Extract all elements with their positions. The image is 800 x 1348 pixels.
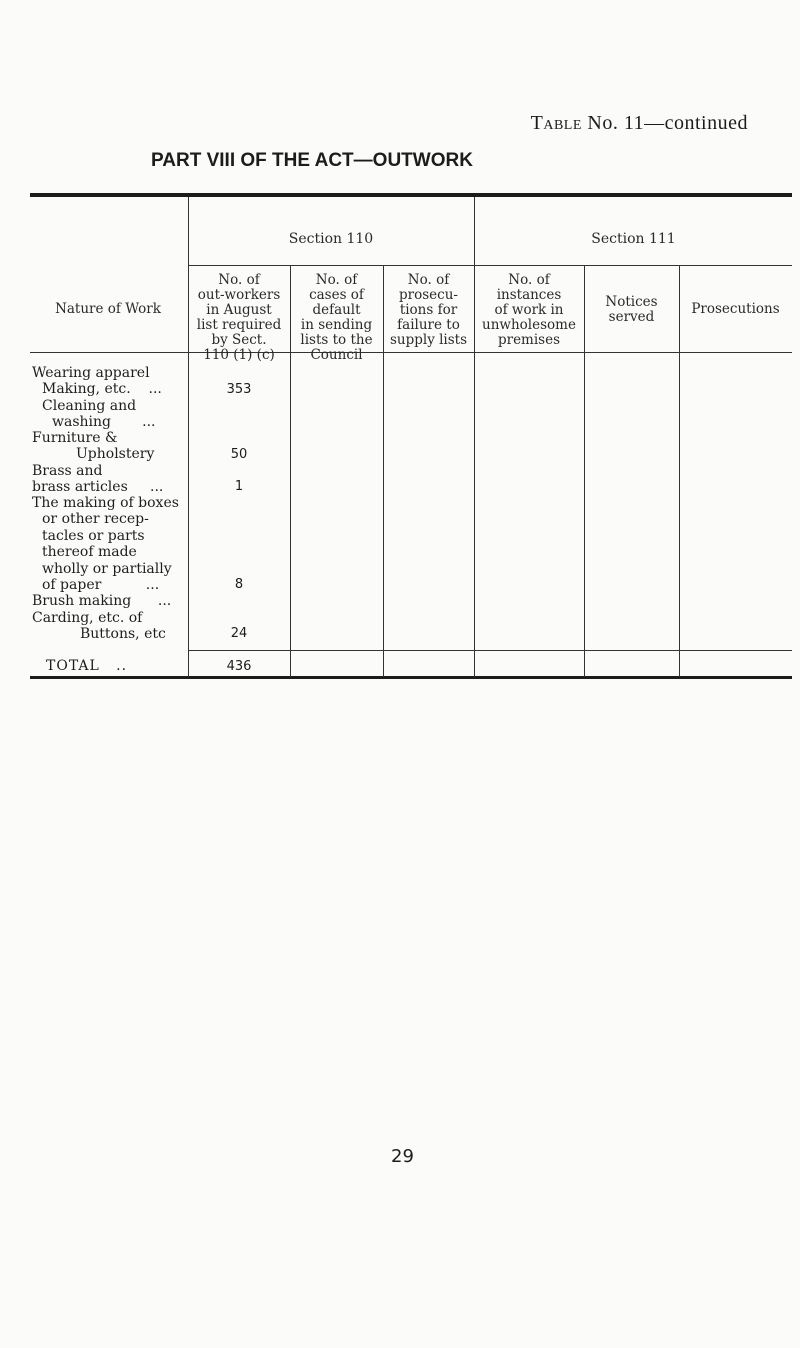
row-text: or other recep- <box>42 511 149 528</box>
row-brass <box>32 463 163 496</box>
section-divider-rule <box>188 265 792 266</box>
row-text: washing ... <box>52 414 156 431</box>
row-wearing-apparel <box>32 365 162 431</box>
row-text: Carding, etc. of <box>32 610 143 626</box>
value-furniture: 50 <box>230 447 248 462</box>
row-brush-making <box>32 593 171 609</box>
header-notices-served <box>584 295 679 325</box>
row-text: Cleaning and <box>42 397 137 414</box>
header-line: unwholesome <box>482 317 576 333</box>
header-line: Council <box>310 347 363 363</box>
row-text: Wearing apparel <box>32 365 150 381</box>
row-text: wholly or partially <box>42 560 172 577</box>
col-line-4 <box>474 197 475 677</box>
row-text: Upholstery <box>76 446 155 463</box>
top-rule <box>30 193 792 197</box>
col-line-5 <box>584 266 585 677</box>
row-text: Brush making ... <box>32 593 172 609</box>
header-bottom-rule <box>30 352 792 353</box>
total-top-rule <box>188 650 792 651</box>
bottom-rule <box>30 676 792 679</box>
row-text: Buttons, etc <box>80 626 166 643</box>
value-carding: 24 <box>230 626 248 641</box>
row-text: brass articles ... <box>32 479 164 496</box>
header-line: No. of <box>315 272 358 288</box>
page-number: 29 <box>391 1146 414 1167</box>
header-line: No. of <box>407 272 450 288</box>
header-line: default <box>312 302 361 318</box>
row-boxes <box>32 495 179 593</box>
header-line: lists to the <box>300 332 373 348</box>
header-outworkers <box>188 273 290 363</box>
header-nature-of-work: Nature of Work <box>55 301 161 317</box>
header-line: by Sect. <box>211 332 267 348</box>
section-110-label: Section 110 <box>288 231 374 247</box>
table-number: No. 11—continued <box>587 112 748 134</box>
header-unwholesome-premises <box>474 273 584 348</box>
row-furniture <box>32 430 154 463</box>
row-text: thereof made <box>42 544 137 561</box>
header-line: failure to <box>397 317 460 333</box>
header-cases-of-default <box>290 273 383 363</box>
row-text: Furniture & <box>32 430 118 446</box>
header-line: of work in <box>494 302 564 318</box>
table-word: Table <box>530 112 582 134</box>
value-boxes: 8 <box>234 577 244 592</box>
header-line: instances <box>496 287 562 303</box>
header-line: in sending <box>300 317 373 333</box>
total-outworkers: 436 <box>226 659 252 674</box>
header-line: tions for <box>399 302 458 318</box>
section-111-label: Section 111 <box>591 231 676 247</box>
header-line: prosecu- <box>399 287 458 303</box>
header-line: Notices <box>605 294 658 310</box>
header-line: 110 (1) (c) <box>203 347 275 363</box>
row-text: Making, etc. ... <box>42 381 162 398</box>
col-line-1 <box>188 197 189 677</box>
header-line: cases of <box>309 287 364 303</box>
header-line: supply lists <box>389 332 468 348</box>
header-line: out-workers <box>197 287 281 303</box>
row-text: of paper ... <box>42 577 160 594</box>
header-prosecutions-110 <box>383 273 474 348</box>
value-brass: 1 <box>234 479 244 494</box>
part-title: PART VIII OF THE ACT—OUTWORK <box>151 150 473 171</box>
total-label: TOTAL .. <box>46 658 128 674</box>
header-line: No. of <box>218 272 260 288</box>
header-line: list required <box>196 317 282 333</box>
header-line: served <box>608 309 655 325</box>
col-line-6 <box>679 266 680 677</box>
row-text: tacles or parts <box>42 527 145 544</box>
row-text: Brass and <box>32 463 103 479</box>
value-wearing-apparel: 353 <box>226 382 252 397</box>
header-prosecutions: Prosecutions <box>691 301 780 317</box>
row-carding <box>32 610 166 643</box>
header-line: No. of <box>508 272 550 288</box>
header-line: in August <box>206 302 272 318</box>
row-text: The making of boxes <box>32 495 179 511</box>
header-line: premises <box>497 332 561 348</box>
